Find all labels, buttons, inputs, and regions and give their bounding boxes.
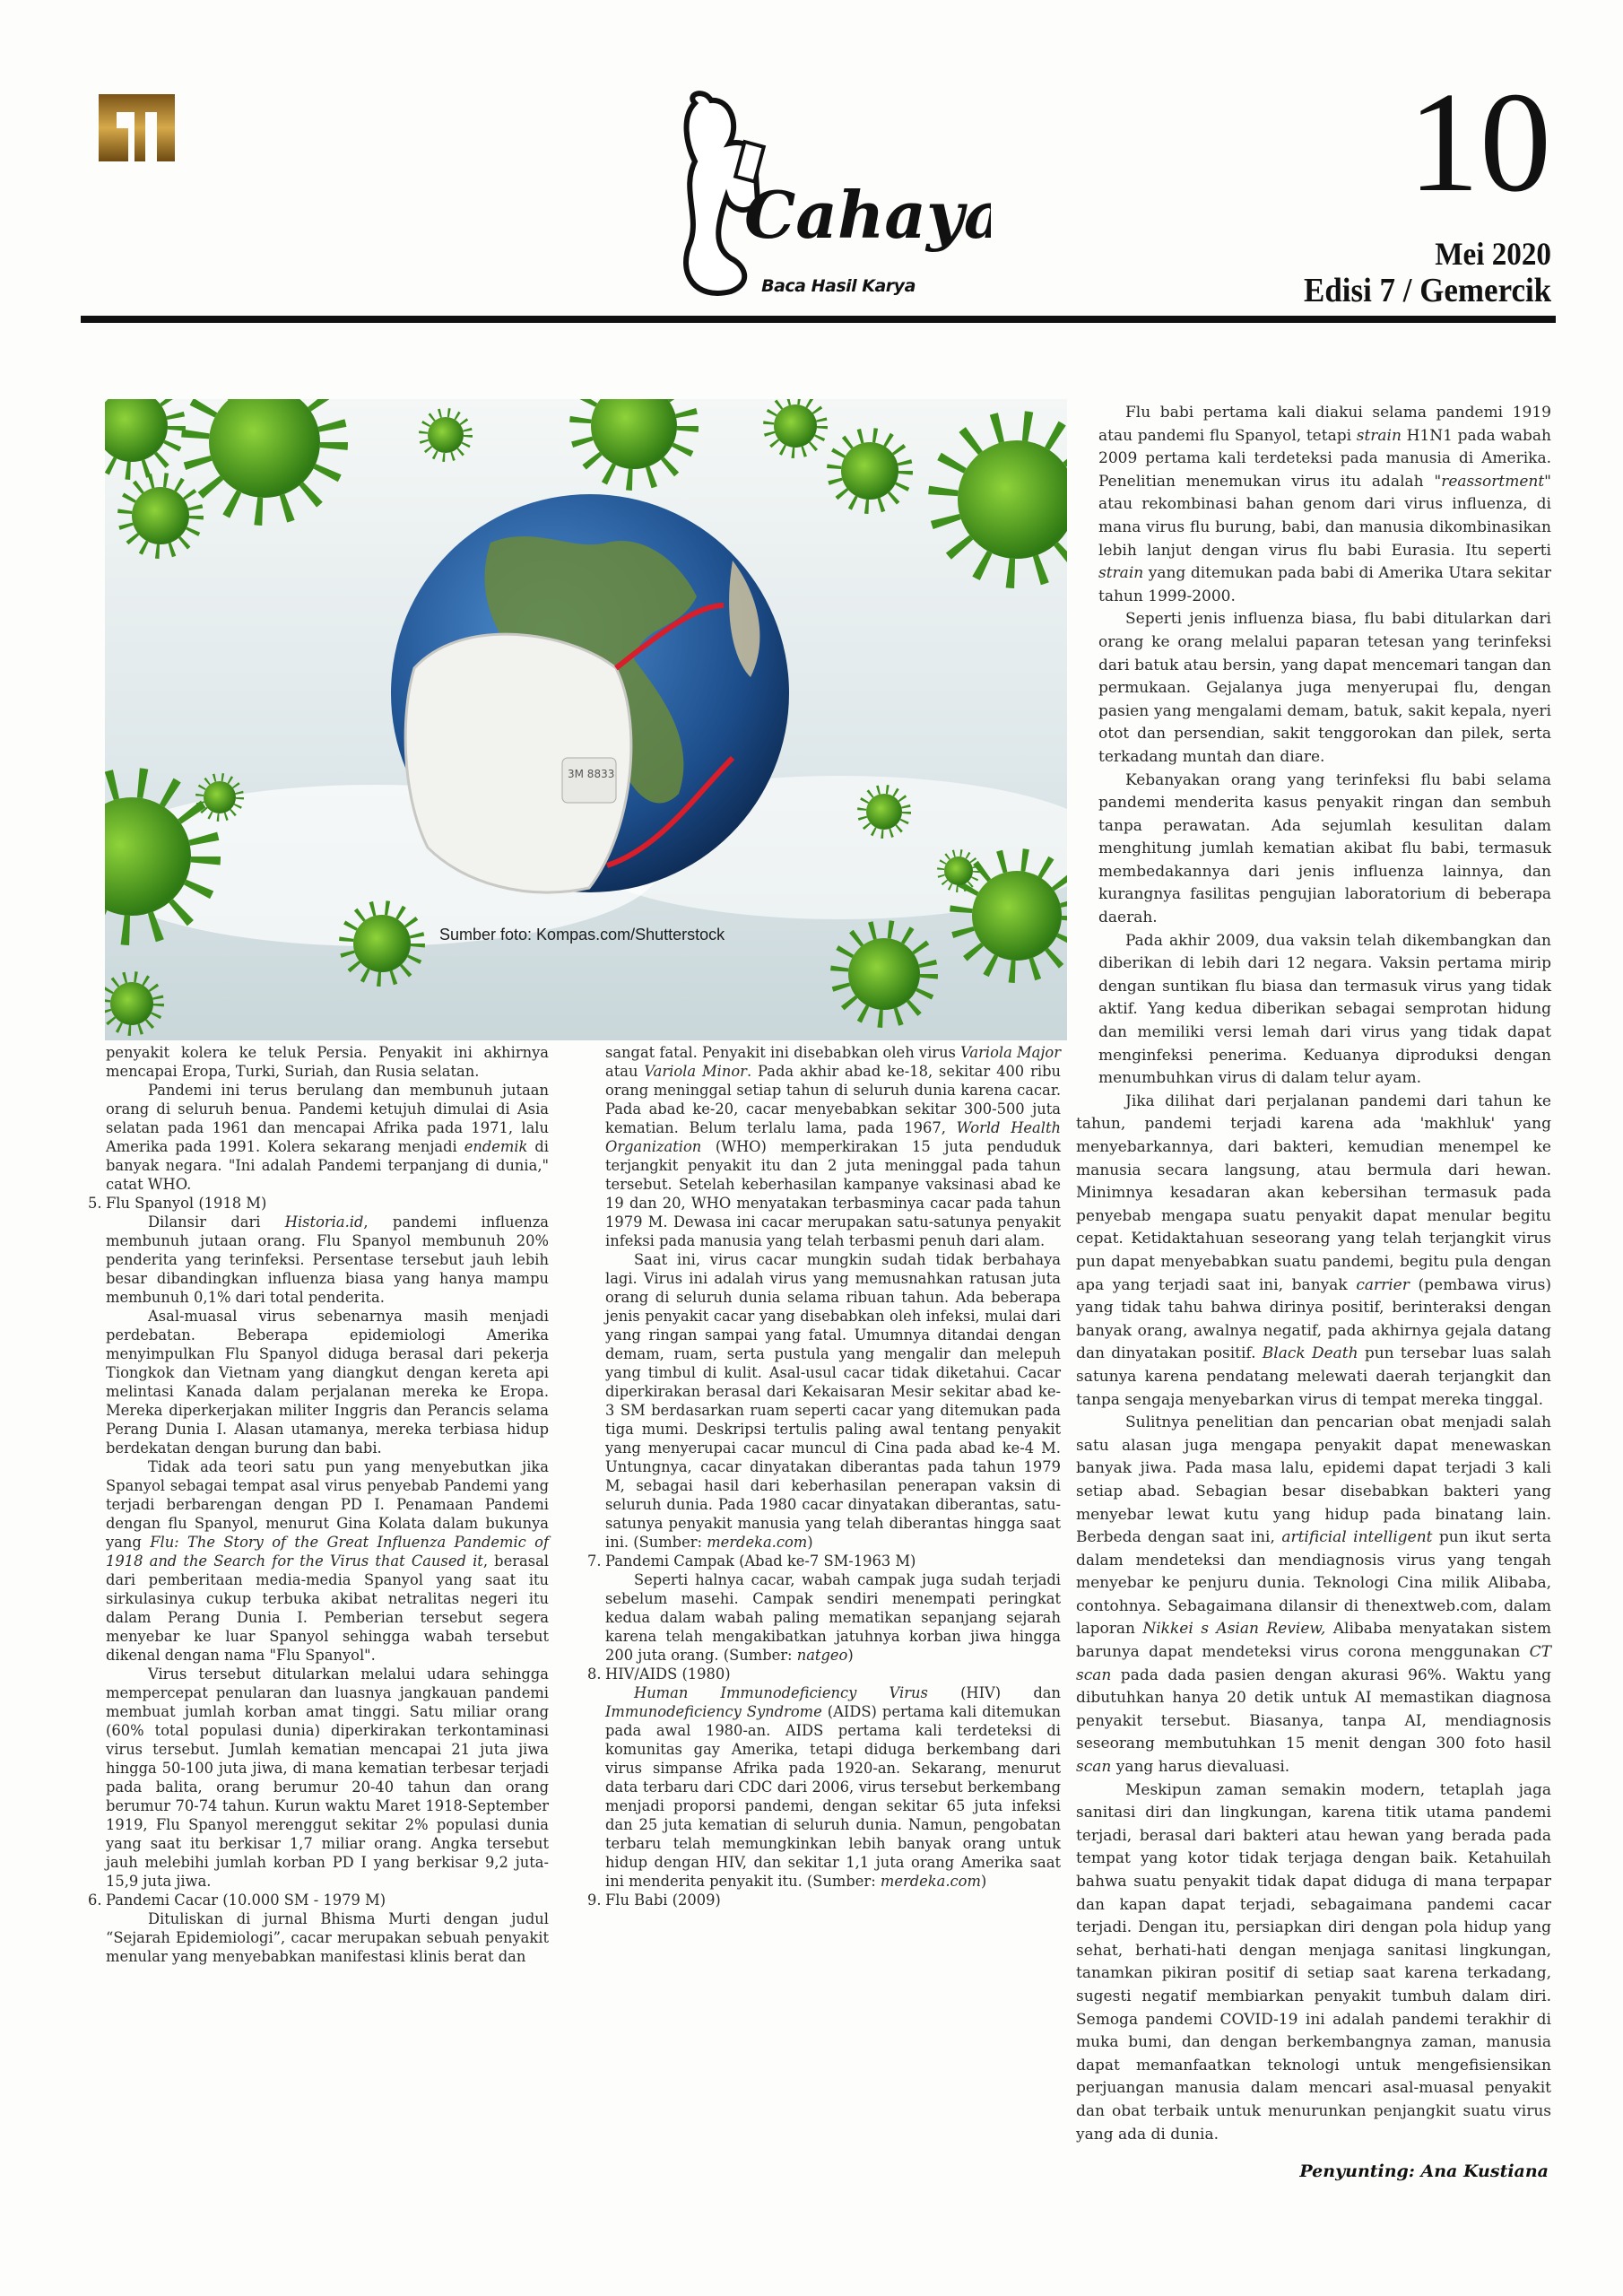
text-run: Seperti jenis influenza biasa, flu babi ditularkan dari orang ke orang melalui paparan tetesan yang terinfeksi dari batuk atau bersin, yang dapat mencemari tangan dan permukaan. Gejalanya juga menyerupai flu, dengan pasien yang mengalami demam, batuk, sakit kepala, nyeri otot dan persendian, sakit tenggorokan dan pilek, serta terkadang muntah dan diare. xyxy=(1098,610,1551,766)
paragraph xyxy=(106,1909,549,1966)
text-run: Meskipun zaman semakin modern, tetaplah jaga sanitasi diri dan lingkungan, karena titik utama pandemi terjadi, berasal dari bakteri atau hewan yang berada pada tempat yang kotor tidak terjaga dengan baik. Ketahuilah bahwa suatu penyakit tidak dapat diduga di mana terpapar dan kapan dapat terjadi, sebagaimana pandemi cacar terjadi. Dengan itu, persiapkan diri dengan pola hidup yang sehat, berhati-hati dengan menjaga sanitasi lingkungan, tanamkan pikiran positif di setiap saat karena terkadang, sugesti negatif membiarkan penyakit tumbuh dalam diri. Semoga pandemi COVID-19 ini adalah pandemi terakhir di muka bumi, dan dengan berkembangnya zaman, manusia dapat memanfaatkan teknologi untuk mengefisiensikan perjuangan manusia dalam mencari asal-muasal penyakit dan obat terbaik untuk menurunkan penjangkit suatu virus yang ada di dunia. xyxy=(1076,1780,1551,2144)
paragraph xyxy=(1076,770,1551,930)
section-number: 7. xyxy=(587,1552,602,1570)
section-heading xyxy=(587,1665,1061,1683)
paragraph xyxy=(1076,930,1551,1091)
italic-text-run: Nikkei s Asian Review, xyxy=(1142,1620,1326,1639)
section-heading xyxy=(587,1891,1061,1909)
italic-text-run: artificial intelligent xyxy=(1281,1528,1433,1547)
italic-text-run: World Health Organization xyxy=(605,1119,1062,1155)
text-run: Pandemi ini terus berulang dan membunuh jutaan orang di seluruh benua. Pandemi ketujuh dimulai di Asia selatan pada 1961 dan mencapai Afrika pada 1971, lalu Amerika pada 1991. Kolera sekarang menjadi xyxy=(106,1082,549,1155)
text-run: . Pada akhir abad ke-18, sekitar 400 ribu orang meninggal setiap tahun di seluruh dunia karena cacar. Pada abad ke-20, cacar menyebabkan sekitar 300-500 juta kematian. Belum terlalu lama, pada 1967, xyxy=(605,1063,1061,1136)
article-column-left xyxy=(88,1043,549,1966)
section-heading xyxy=(88,1891,549,1909)
text-run: Alibaba menyatakan sistem barunya dapat mendeteksi virus corona menggunakan xyxy=(1076,1620,1551,1662)
text-run: (pembawa virus) yang tidak tahu bahwa dirinya positif, berinteraksi dengan banyak orang, awalnya negatif, pada akhirnya gejala datang dan dinyatakan positif. xyxy=(1076,1275,1551,1363)
section-heading xyxy=(587,1552,1061,1570)
section-number: 6. xyxy=(88,1892,102,1909)
text-run: ) xyxy=(980,1873,987,1890)
paragraph xyxy=(605,1250,1061,1552)
paragraph xyxy=(106,1457,549,1665)
text-run: " atau rekombinasi bahan genom dari virus influenza, di mana virus flu burung, babi, dan manusia dikombinasikan lebih lanjut dengan virus flu babi Eurasia. Itu seperti xyxy=(1098,472,1551,560)
paragraph xyxy=(1076,1412,1551,1779)
italic-text-run: strain xyxy=(1356,426,1402,445)
section-title: Pandemi Cacar (10.000 SM - 1979 M) xyxy=(106,1892,386,1909)
logo-tagline: Baca Hasil Karya xyxy=(761,276,916,296)
text-run: Sulitnya penelitian dan pencarian obat menjadi salah satu alasan juga mengapa penyakit dapat menewaskan banyak jiwa. Pada masa lalu, epidemi dapat terjadi 3 kali setiap abad. Sebagian besar disebabkan bakteri yang menyebar lewat kutu yang hidup pada binatang lain. Berbeda dengan saat ini, xyxy=(1076,1413,1551,1547)
paragraph xyxy=(605,1570,1061,1665)
text-run: (HIV) dan xyxy=(927,1684,1062,1701)
photo-caption: Sumber foto: Kompas.com/Shutterstock xyxy=(439,926,725,944)
section-number: 9. xyxy=(587,1892,602,1909)
paragraph xyxy=(106,1081,549,1194)
text-run: Virus tersebut ditularkan melalui udara sehingga mempercepat penularan dan luasnya jangkauan pandemi membuat jumlah korban amat tinggi. Satu miliar orang (60% total populasi dunia) diperkirakan terkontaminasi virus tersebut. Jumlah kematian mencapai 21 juta jiwa hingga 50-100 juta jiwa, di mana kematian terbesar terjadi pada balita, orang berumur 20-40 tahun dan orang berumur 70-74 tahun. Kurun waktu Maret 1918-September 1919, Flu Spanyol merenggut sekitar 2% populasi dunia yang saat itu berkisar 1,7 miliar orang. Angka tersebut jauh melebihi jumlah korban PD I yang berkisar 9,2 juta-15,9 juta jiwa. xyxy=(106,1665,549,1890)
italic-text-run: strain xyxy=(1098,564,1144,583)
section-title: Flu Babi (2009) xyxy=(605,1892,721,1909)
paragraph xyxy=(1076,1091,1551,1412)
italic-text-run: Variola Major xyxy=(960,1044,1061,1061)
text-run: Jika dilihat dari perjalanan pandemi dari tahun ke tahun, pandemi terjadi karena ada 'makhluk' yang menyebarkannya, dari bakteri, kemudian menempel ke manusia secara langsung, atau bermula dari hewan. Minimnya kesadaran akan kebersihan termasuk pada penyebab mengapa suatu penyakit dapat menular begitu cepat. Ketidaktahuan seseorang yang telah terjangkit virus pun dapat menyebabkan suatu pandemi, begitu pula dengan apa yang terjadi saat ini, banyak xyxy=(1076,1091,1551,1294)
text-run: yang ditemukan pada babi di Amerika Utara sekitar tahun 1999-2000. xyxy=(1098,564,1551,605)
italic-text-run: endemik xyxy=(464,1138,528,1155)
brand-logo xyxy=(99,94,175,161)
page-number: 10 xyxy=(1408,62,1551,222)
italic-text-run: Black Death xyxy=(1262,1344,1358,1363)
section-number: 8. xyxy=(587,1665,602,1683)
text-run: sangat fatal. Penyakit ini disebabkan oleh virus xyxy=(605,1044,961,1061)
italic-text-run: Flu: The Story of the Great Influenza Pandemic of 1918 and the Search for the Virus that Caused it xyxy=(106,1534,549,1570)
italic-text-run: Historia.id xyxy=(284,1213,364,1231)
text-run: , pandemi influenza membunuh jutaan orang. Flu Spanyol membunuh 20% penderita yang terinfeksi. Persentase tersebut jauh lebih besar dibandingkan influenza biasa yang hanya mampu membunuh 0,1% dari total penderita. xyxy=(106,1213,549,1306)
text-run: penyakit kolera ke teluk Persia. Penyakit ini akhirnya mencapai Eropa, Turki, Suriah, dan Rusia selatan. xyxy=(106,1044,549,1080)
text-run: Tidak ada teori satu pun yang menyebutkan jika Spanyol sebagai tempat asal virus penyebab Pandemi yang terjadi berbarengan dengan PD I. Penamaan Pandemi dengan flu Spanyol, menurut Gina Kolata dalam bukunya yang xyxy=(106,1458,549,1551)
paragraph xyxy=(106,1043,549,1081)
text-run: Kebanyakan orang yang terinfeksi flu babi selama pandemi menderita kasus penyakit ringan dan sembuh tanpa perawatan. Ada sejumlah kesulitan dalam menghitung jumlah kematian akibat flu babi, termasuk membedakannya dari jenis influenza lainnya, dan kurangnya fasilitas pengujian laboratorium di beberapa daerah. xyxy=(1098,770,1551,927)
section-title: Flu Spanyol (1918 M) xyxy=(106,1195,267,1212)
italic-text-run: Variola Minor xyxy=(644,1063,747,1080)
italic-text-run: CT scan xyxy=(1076,1643,1551,1684)
text-run: pun ikut serta dalam mendeteksi dan mendiagnosis virus yang tengah menyebar ke penjuru dunia. Teknologi Cina milik Alibaba, contohnya. Sebagaimana dilansir di thenextweb.com, dalam laporan xyxy=(1076,1528,1551,1639)
italic-text-run: merdeka.com xyxy=(707,1534,808,1551)
italic-text-run: reassortment xyxy=(1441,472,1545,491)
text-run: ) xyxy=(847,1647,854,1664)
issue-edition: Edisi 7 / Gemercik xyxy=(1303,272,1551,309)
mask-label: 3M 8833 xyxy=(568,768,615,780)
italic-text-run: natgeo xyxy=(796,1647,848,1664)
text-run: Saat ini, virus cacar mungkin sudah tidak berbahaya lagi. Virus ini adalah virus yang memusnahkan ratusan juta orang di seluruh dunia selama ribuan tahun. Ada beberapa jenis penyakit cacar yang disebabkan oleh infeksi, mulai dari yang ringan sampai yang fatal. Umumnya ditandai dengan demam, ruam, serta pustula yang mengalir dan melepuh yang timbul di kulit. Asal-usul cacar tidak diketahui. Cacar diperkirakan berasal dari Kekaisaran Mesir sekitar abad ke-3 SM berdasarkan ruam seperti cacar yang ditemukan pada tiga mumi. Deskripsi tertulis paling awal tentang penyakit yang menyerupai cacar muncul di Cina pada abad ke-4 M. Untungnya, cacar dinyatakan diberantas pada tahun 1979 M, sebagai hasil dari keberhasilan penerapan vaksin di seluruh dunia. Pada 1980 cacar dinyatakan diberantas, satu-satunya penyakit manusia yang telah diberantas hingga saat ini. (Sumber: xyxy=(605,1251,1061,1551)
text-run: ) xyxy=(807,1534,813,1551)
italic-text-run: carrier xyxy=(1356,1275,1410,1294)
paragraph xyxy=(1076,402,1551,608)
text-run: Asal-muasal virus sebenarnya masih menjadi perdebatan. Beberapa epidemiologi Amerika menyimpulkan Flu Spanyol diduga berasal dari pekerja Tiongkok dan Vietnam yang diangkut dengan kereta api melintasi Kanada dalam perjalanan mereka ke Eropa. Mereka diperkerjakan militer Inggris dan Perancis selama Perang Dunia I. Alasan utamanya, mereka terbiasa hidup berdekatan dengan burung dan babi. xyxy=(106,1308,549,1457)
italic-text-run: merdeka.com xyxy=(880,1873,981,1890)
text-run: pun tersebar luas salah satunya karena pendatang melewati daerah terjangkit dan tanpa sengaja menyebarkan virus di tempat mereka tinggal. xyxy=(1076,1344,1551,1409)
logo-wordmark: Cahaya xyxy=(744,177,991,253)
italic-text-run: scan xyxy=(1076,1758,1112,1777)
editor-credit: Penyunting: Ana Kustiana xyxy=(1299,2161,1549,2181)
article-column-middle xyxy=(587,1043,1062,1909)
section-title: Pandemi Campak (Abad ke-7 SM-1963 M) xyxy=(605,1552,916,1570)
paragraph xyxy=(106,1213,549,1307)
section-title: HIV/AIDS (1980) xyxy=(605,1665,731,1683)
text-run: yang harus dievaluasi. xyxy=(1111,1758,1290,1777)
paragraph xyxy=(106,1307,549,1457)
text-run: di banyak negara. "Ini adalah Pandemi terpanjang di dunia," catat WHO. xyxy=(106,1138,549,1193)
text-run: Seperti halnya cacar, wabah campak juga sudah terjadi sebelum masehi. Campak sendiri menempati peringkat kedua dalam wabah paling mematikan sepanjang sejarah karena telah mengakibatkan jatuhnya korban jiwa hingga 200 juta orang. (Sumber: xyxy=(605,1571,1061,1664)
text-run: Dilansir dari xyxy=(148,1213,285,1231)
paragraph xyxy=(605,1043,1061,1250)
article-column-right xyxy=(1076,402,1551,2146)
text-run: Dituliskan di jurnal Bhisma Murti dengan judul “Sejarah Epidemiologi”, cacar merupakan sebuah penyakit menular yang menyebabkan manifestasi klinis berat dan xyxy=(106,1910,549,1965)
paragraph xyxy=(605,1683,1061,1891)
section-heading xyxy=(88,1194,549,1213)
header-divider xyxy=(81,316,1556,323)
paragraph xyxy=(1076,1779,1551,2147)
text-run: pada dada pasien dengan akurasi 96%. Waktu yang dibutuhkan hanya 20 detik untuk AI memastikan diagnosa penyakit tersebut. Biasanya, tanpa AI, mendiagnosis seseorang membutuhkan 15 menit dengan 300 foto hasil xyxy=(1076,1665,1551,1753)
text-run: (AIDS) pertama kali ditemukan pada awal 1980-an. AIDS pertama kali terdeteksi di komunitas gay Amerika, tetapi diduga berkembang dari virus simpanse Afrika pada 1920-an. Sekarang, menurut data terbaru dari CDC dari 2006, virus tersebut berkembang menjadi proporsi pandemi, dengan sekitar 65 juta infeksi dan 25 juta kematian di seluruh dunia. Namun, pengobatan terbaru telah memungkinkan lebih banyak orang untuk hidup dengan HIV, dan sekitar 1,1 juta orang Amerika saat ini menderita penyakit itu. (Sumber: xyxy=(605,1703,1061,1890)
text-run: (WHO) memperkirakan 15 juta penduduk terjangkit penyakit itu dan 2 juta meninggal pada tahun tersebut. Setelah keberhasilan kampanye vaksinasi abad ke 19 dan 20, WHO menyatakan terbasminya cacar pada tahun 1979 M. Dewasa ini cacar merupakan satu-satunya penyakit infeksi pada manusia yang telah terbasmi penuh dari alam. xyxy=(605,1138,1061,1249)
italic-text-run: Immunodeficiency Syndrome xyxy=(605,1703,822,1720)
paragraph xyxy=(106,1665,549,1891)
paragraph xyxy=(1076,608,1551,769)
section-number: 5. xyxy=(88,1195,102,1212)
text-run: Flu babi pertama kali diakui selama pandemi 1919 atau pandemi flu Spanyol, tetapi xyxy=(1098,404,1551,445)
text-run: atau xyxy=(605,1063,645,1080)
text-run: , berasal dari pemberitaan media-media Spanyol yang saat itu sirkulasinya cukup terbuka akibat netralitas negeri itu dalam Perang Dunia I. Pemberian tersebut segera menyebar ke luar Spanyol sehingga wabah tersebut dikenal dengan nama "Flu Spanyol". xyxy=(106,1552,549,1664)
text-run: H1N1 pada wabah 2009 pertama kali terdeteksi pada manusia di Amerika. Penelitian menemukan virus itu adalah " xyxy=(1098,426,1552,491)
issue-date: Mei 2020 xyxy=(1435,236,1551,272)
text-run: Pada akhir 2009, dua vaksin telah dikembangkan dan diberikan di lebih dari 12 negara. Vaksin pertama mirip dengan suntikan flu biasa dan termasuk virus yang tidak aktif. Yang kedua diberikan sebagai semprotan hidung dan memiliki versi lemah dari virus yang tidak dapat menginfeksi penerima. Keduanya diproduksi dengan menumbuhkan virus di dalam telur ayam. xyxy=(1098,931,1551,1088)
italic-text-run: Human Immunodeficiency Virus xyxy=(634,1684,928,1701)
